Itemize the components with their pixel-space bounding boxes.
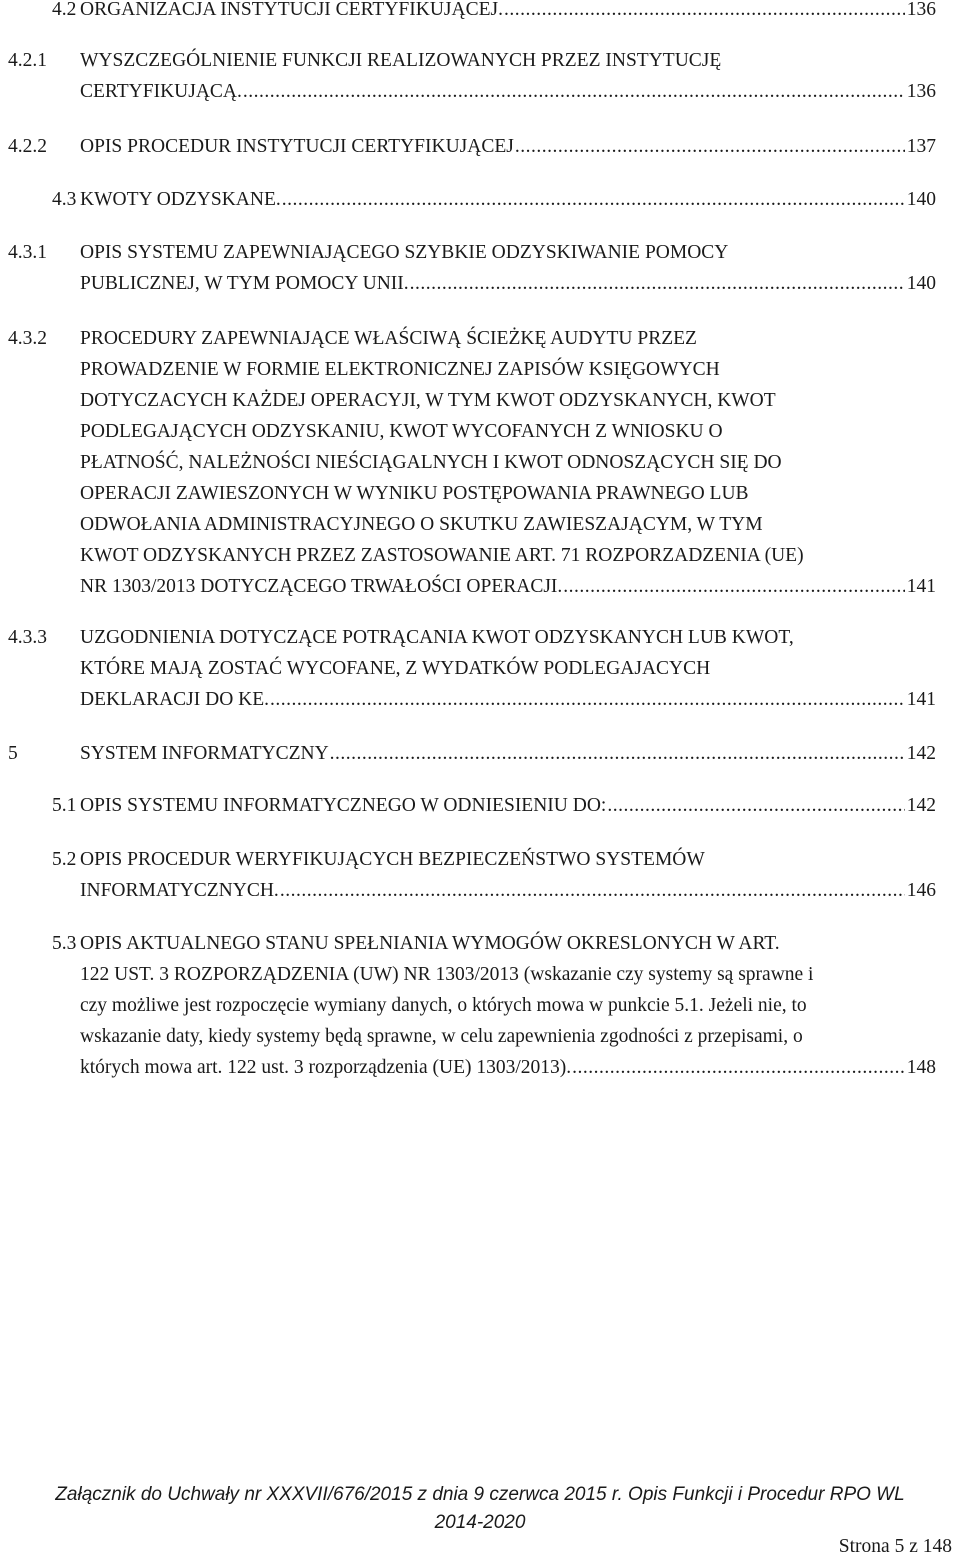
toc-entry-page: 136 [906,81,936,102]
toc-entry-number: 4.2.1 [8,50,47,71]
toc-entry-page: 136 [906,0,936,20]
toc-entry-page: 142 [906,795,936,816]
toc-entry-title: NR 1303/2013 DOTYCZĄCEGO TRWAŁOŚCI OPERACJI. [80,576,563,597]
toc-entry-title: PROWADZENIE W FORMIE ELEKTRONICZNEJ ZAPISÓW KSIĘGOWYCH [80,359,720,380]
toc-entry-number: 4.3.2 [8,328,47,349]
toc-entry-title: KTÓRE MAJĄ ZOSTAĆ WYCOFANE, Z WYDATKÓW PODLEGAJACYCH [80,658,711,679]
toc-entry-title: KWOT ODZYSKANYCH PRZEZ ZASTOSOWANIE ART. 71 ROZPORZADZENIA (UE) [80,545,804,566]
toc-entry-title: UZGODNIENIA DOTYCZĄCE POTRĄCANIA KWOT ODZYSKANYCH LUB KWOT, [80,627,794,648]
toc-entry-number: 5.1 [52,795,77,816]
toc-entry-title: OPIS PROCEDUR WERYFIKUJĄCYCH BEZPIECZEŃSTWO SYSTEMÓW [80,849,705,870]
page-footer [0,1481,960,1537]
toc-entry-title: OPIS SYSTEMU ZAPEWNIAJĄCEGO SZYBKIE ODZYSKIWANIE POMOCY [80,242,729,263]
toc-entry-number: 4.2 [52,0,77,20]
toc-entry-title: czy możliwe jest rozpoczęcie wymiany danych, o których mowa w punkcie 5.1. Jeżeli nie, to [80,995,807,1016]
toc-entry-page: 148 [906,1057,936,1078]
toc-leader-dots [504,0,905,25]
toc-entry-number: 5.3 [52,933,77,954]
toc-entry-number: 4.3.3 [8,627,47,648]
toc-entry-title: PUBLICZNEJ, W TYM POMOCY UNII. [80,273,409,294]
toc-entry-page: 141 [906,576,936,597]
toc-leader-dots [243,76,905,107]
toc-entry-page: 137 [906,136,936,157]
toc-entry-title: OPIS AKTUALNEGO STANU SPEŁNIANIA WYMOGÓW OKRESLONYCH W ART. [80,933,780,954]
page-number: Strona 5 z 148 [838,1536,952,1557]
toc-entry-title: PROCEDURY ZAPEWNIAJĄCE WŁAŚCIWĄ ŚCIEŻKĘ AUDYTU PRZEZ [80,328,697,349]
toc-entry-title: KWOTY ODZYSKANE. [80,189,281,210]
toc-entry-title: PŁATNOŚĆ, NALEŻNOŚCI NIEŚCIĄGALNYCH I KWOT ODNOSZĄCYCH SIĘ DO [80,452,782,473]
toc-entry-title: DOTYCZACYCH KAŻDEJ OPERACYJI, W TYM KWOT ODZYSKANYCH, KWOT [80,390,776,411]
toc-entry-title: OPERACJI ZAWIESZONYCH W WYNIKU POSTĘPOWANIA PRAWNEGO LUB [80,483,749,504]
toc-entry-title: SYSTEM INFORMATYCZNY [80,743,329,764]
footer-line: Załącznik do Uchwały nr XXXVII/676/2015 z dnia 9 czerwca 2015 r. Opis Funkcji i Procedur RPO WL [55,1484,905,1505]
toc-entry-page: 140 [906,189,936,210]
toc-entry-title: wskazanie daty, kiedy systemy będą sprawne, w celu zapewnienia zgodności z przepisami, o [80,1026,803,1047]
toc-leader-dots [280,875,905,906]
toc-entry-page: 141 [906,689,936,710]
toc-entry-title: ODWOŁANIA ADMINISTRACYJNEGO O SKUTKU ZAWIESZAJĄCYM, W TYM [80,514,763,535]
toc-entry-number: 4.3.1 [8,242,47,263]
toc-entry-title: WYSZCZEGÓLNIENIE FUNKCJI REALIZOWANYCH PRZEZ INSTYTUCJĘ [80,50,722,71]
toc-leader-dots [607,790,904,821]
toc-leader-dots [270,684,905,715]
toc-entry-number: 5 [8,743,18,764]
toc-entry-title: ORGANIZACJA INSTYTUCJI CERTYFIKUJĄCEJ. [80,0,503,20]
toc-leader-dots [572,1052,905,1083]
toc-entry-title: PODLEGAJĄCYCH ODZYSKANIU, KWOT WYCOFANYCH Z WNIOSKU O [80,421,723,442]
toc-entry-title: OPIS PROCEDUR INSTYTUCJI CERTYFIKUJĄCEJ [80,136,514,157]
toc-entry-page: 142 [906,743,936,764]
toc-entry-number: 4.3 [52,189,77,210]
toc-leader-dots [330,738,905,769]
toc-leader-dots [282,184,905,215]
toc-entry-title: CERTYFIKUJĄCĄ. [80,81,242,102]
footer-line: 2014-2020 [434,1512,526,1533]
toc-leader-dots [410,268,905,299]
toc-entry-title: INFORMATYCZNYCH. [80,880,279,901]
toc-entry-title: których mowa art. 122 ust. 3 rozporządzenia (UE) 1303/2013). [80,1057,572,1078]
toc-entry-page: 140 [906,273,936,294]
toc-entry-page: 146 [906,880,936,901]
toc-entry-title: DEKLARACJI DO KE. [80,689,270,710]
toc-entry-number: 4.2.2 [8,136,47,157]
toc-leader-dots [563,571,904,602]
toc-entry-title: OPIS SYSTEMU INFORMATYCZNEGO W ODNIESIENIU DO: [80,795,607,816]
toc-leader-dots [515,131,905,162]
toc-entry-number: 5.2 [52,849,77,870]
toc-entry-title: 122 UST. 3 ROZPORZĄDZENIA (UW) NR 1303/2013 (wskazanie czy systemy są sprawne i [80,964,814,985]
